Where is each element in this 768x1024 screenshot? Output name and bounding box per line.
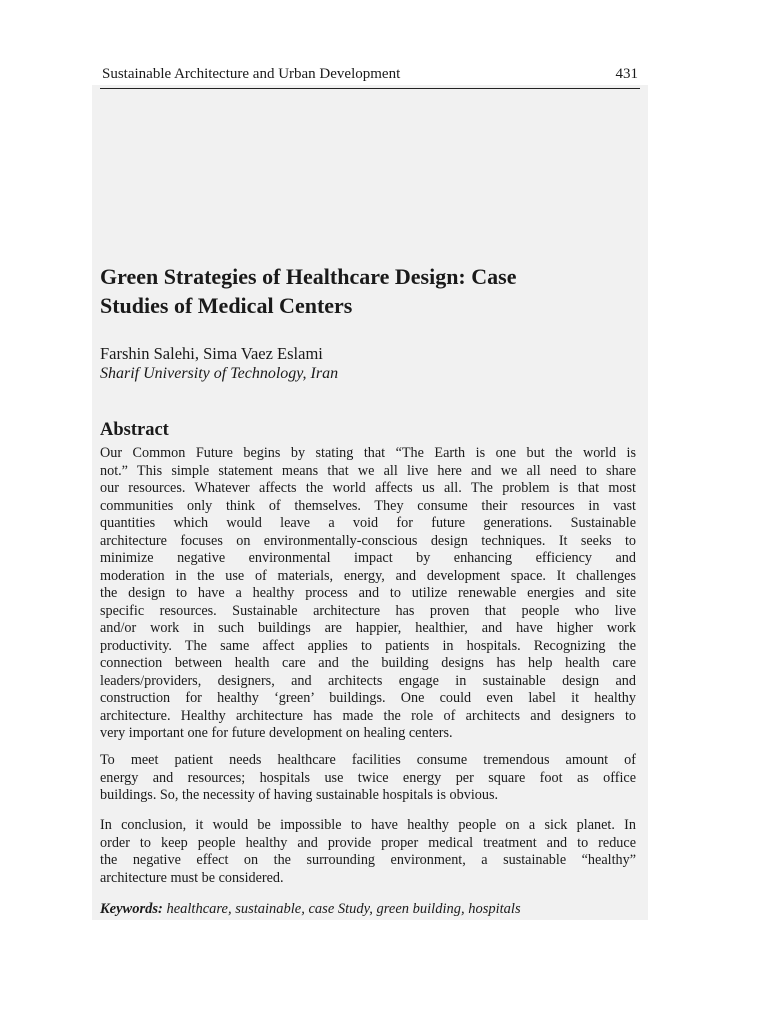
text-line: Our Common Future begins by stating that “The Earth is one but the world is — [100, 445, 636, 461]
text-line: architecture focuses on environmentally-conscious design techniques. It seeks to — [100, 532, 636, 549]
keywords — [100, 900, 521, 918]
text-line: and/or work in such buildings are happier, healthier, and have higher work — [100, 620, 636, 636]
keywords-list: healthcare, sustainable, case Study, green building, hospitals — [166, 901, 521, 917]
article-title-line: Studies of Medical Centers — [100, 293, 353, 318]
journal-title: Sustainable Architecture and Urban Development — [102, 66, 401, 82]
text-line: construction for healthy ‘green’ buildings. One could even label it healthy — [100, 690, 636, 706]
abstract-paragraph — [100, 445, 636, 743]
text-line: the design to have a healthy process and to utilize renewable energies and site — [100, 585, 636, 601]
text-line: buildings. So, the necessity of having sustainable hospitals is obvious. — [100, 787, 499, 803]
text-line: very important one for future development on healing centers. — [100, 725, 453, 741]
text-line: To meet patient needs healthcare facilities consume tremendous amount of — [100, 752, 636, 768]
text-line: connection between health care and the building designs has help health care — [100, 655, 636, 671]
text-line: productivity. The same affect applies to patients in hospitals. Recognizing the — [100, 637, 636, 654]
abstract-paragraph — [100, 817, 636, 887]
text-line: architecture must be considered. — [100, 869, 284, 886]
text-line: not.” This simple statement means that we all live here and we all need to share — [100, 462, 636, 479]
abstract-heading: Abstract — [100, 420, 169, 440]
text-line: minimize negative environmental impact by enhancing efficiency and — [100, 550, 636, 566]
running-header — [100, 64, 640, 89]
text-line: the negative effect on the surrounding environment, a sustainable “healthy” — [100, 852, 636, 868]
author-list: Farshin Salehi, Sima Vaez Eslami — [100, 344, 323, 363]
article-title-line: Green Strategies of Healthcare Design: Case — [100, 264, 517, 289]
keywords-label: Keywords: — [100, 901, 163, 917]
text-line: In conclusion, it would be impossible to have healthy people on a sick planet. In — [100, 817, 636, 833]
text-line: our resources. Whatever affects the world affects us all. The problem is that most — [100, 480, 636, 496]
text-line: architecture. Healthy architecture has made the role of architects and designers to — [100, 707, 636, 724]
text-line: energy and resources; hospitals use twice energy per square foot as office — [100, 769, 636, 786]
text-line: specific resources. Sustainable architecture has proven that people who live — [100, 602, 636, 619]
text-line: quantities which would leave a void for future generations. Sustainable — [100, 515, 636, 531]
article-title — [100, 262, 640, 320]
text-line: leaders/providers, designers, and architects engage in sustainable design and — [100, 672, 636, 689]
author-affiliation: Sharif University of Technology, Iran — [100, 365, 339, 382]
text-line: order to keep people healthy and provide proper medical treatment and to reduce — [100, 834, 636, 851]
text-line: moderation in the use of materials, energy, and development space. It challenges — [100, 567, 636, 584]
page-number: 431 — [615, 66, 638, 82]
text-line: communities only think of themselves. They consume their resources in vast — [100, 497, 636, 514]
abstract-paragraph — [100, 752, 636, 805]
